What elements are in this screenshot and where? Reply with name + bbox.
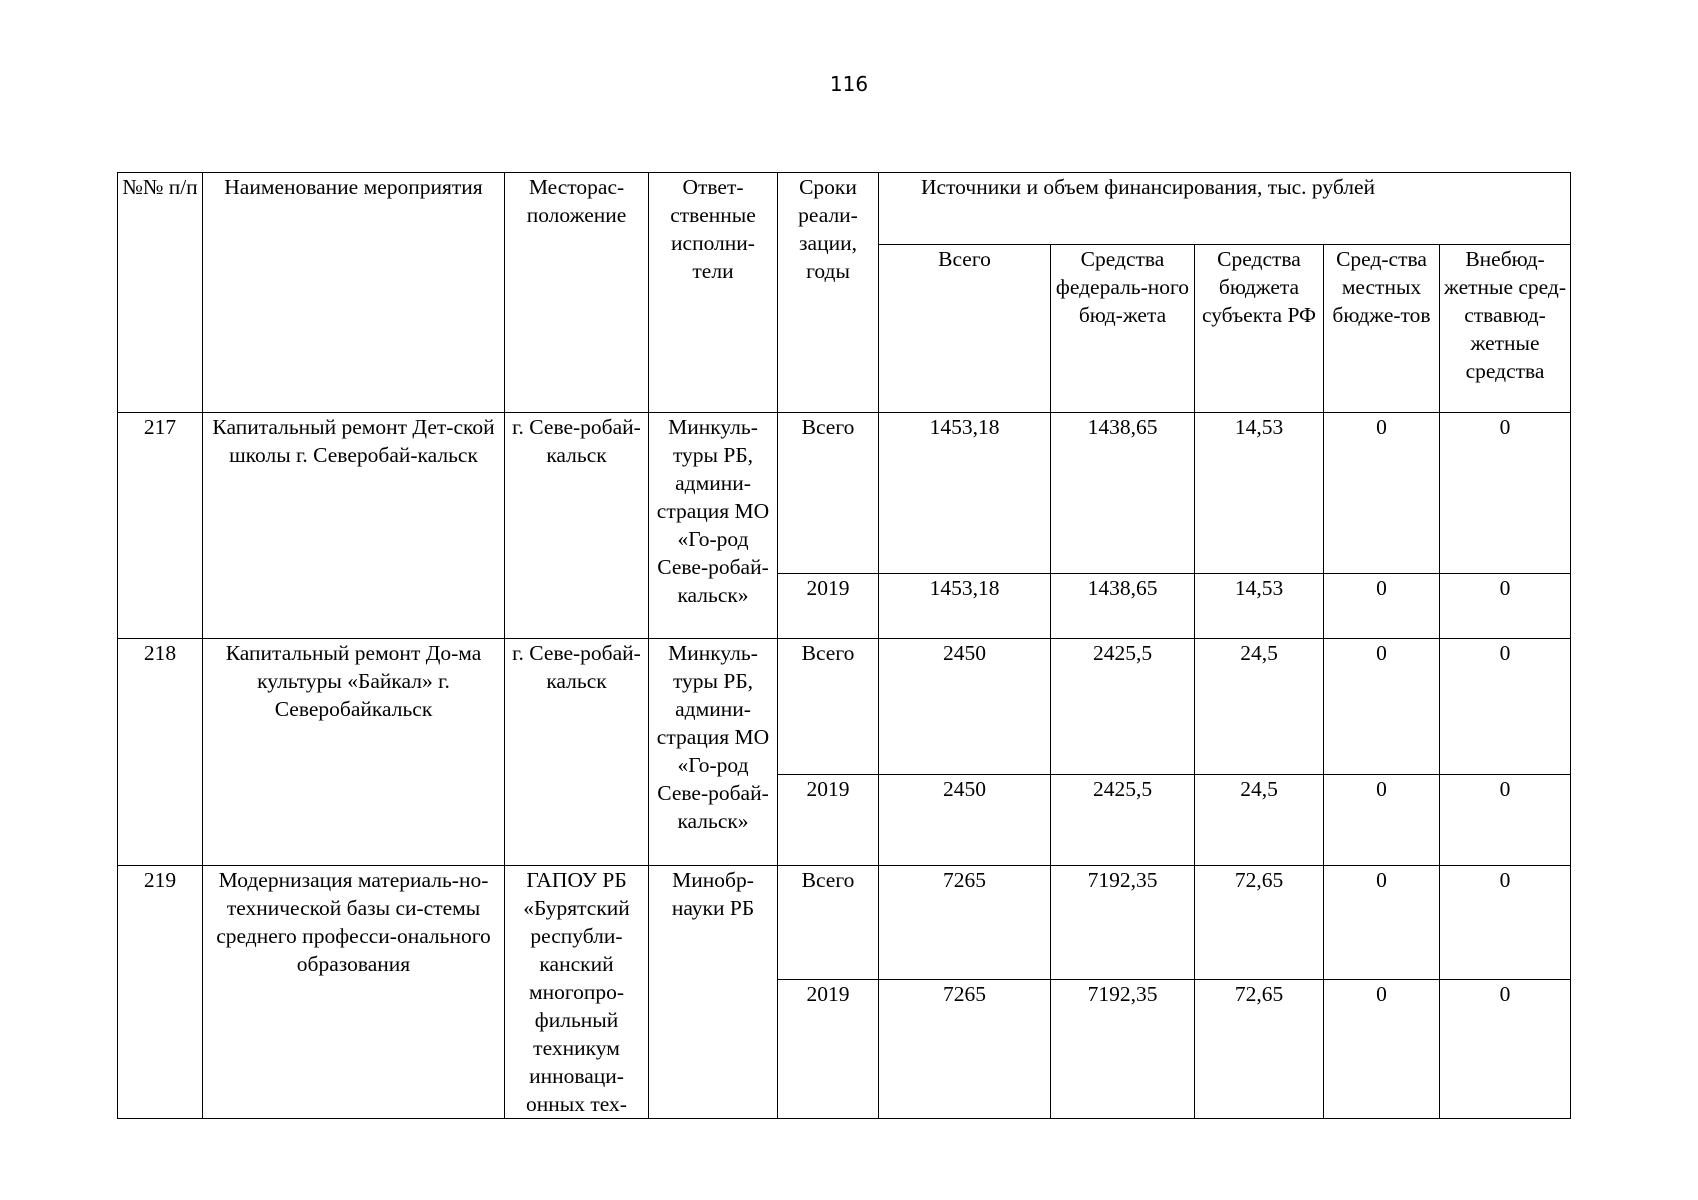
- cell-extra: 0: [1440, 775, 1571, 866]
- cell-num: 217: [118, 413, 203, 639]
- header-responsible: Ответ-ственные исполни-тели: [649, 173, 778, 413]
- header-subject: Средства бюджета субъекта РФ: [1195, 245, 1324, 413]
- cell-num: 218: [118, 639, 203, 866]
- cell-subject: 72,65: [1195, 866, 1324, 980]
- cell-subject: 14,53: [1195, 574, 1324, 639]
- table-row: [118, 413, 1571, 574]
- cell-extra: 0: [1440, 574, 1571, 639]
- cell-local: 0: [1324, 866, 1440, 980]
- cell-name: Капитальный ремонт Дет-ской школы г. Северобай-кальск: [203, 413, 505, 639]
- cell-local: 0: [1324, 413, 1440, 574]
- cell-total: 2450: [879, 639, 1051, 775]
- cell-period: Всего: [778, 639, 879, 775]
- header-extra: Внебюд-жетные сред-ствавюд-жетные средства: [1440, 245, 1571, 413]
- financing-table: [117, 172, 1571, 1119]
- cell-name: Модернизация материаль-но-технической базы си-стемы среднего професси-онального образования: [203, 866, 505, 1119]
- table-row: [118, 866, 1571, 980]
- cell-local: 0: [1324, 639, 1440, 775]
- cell-subject: 72,65: [1195, 980, 1324, 1119]
- cell-period: Всего: [778, 413, 879, 574]
- cell-total: 2450: [879, 775, 1051, 866]
- cell-federal: 2425,5: [1051, 639, 1195, 775]
- cell-period: 2019: [778, 775, 879, 866]
- table-header-row: [118, 173, 1571, 245]
- header-federal: Средства федераль-ного бюд-жета: [1051, 245, 1195, 413]
- header-period: Сроки реали-зации, годы: [778, 173, 879, 413]
- cell-subject: 14,53: [1195, 413, 1324, 574]
- cell-responsible: Минкуль-туры РБ, админи-страция МО «Го-род Севе-робай-кальск»: [649, 639, 778, 866]
- cell-responsible: Минобр-науки РБ: [649, 866, 778, 1119]
- header-sources: Источники и объем финансирования, тыс. рублей: [879, 173, 1571, 245]
- header-name: Наименование мероприятия: [203, 173, 505, 413]
- cell-location: г. Севе-робай-кальск: [505, 413, 649, 639]
- cell-total: 1453,18: [879, 574, 1051, 639]
- cell-extra: 0: [1440, 866, 1571, 980]
- cell-subject: 24,5: [1195, 639, 1324, 775]
- cell-extra: 0: [1440, 413, 1571, 574]
- cell-location: г. Севе-робай-кальск: [505, 639, 649, 866]
- cell-total: 1453,18: [879, 413, 1051, 574]
- cell-total: 7265: [879, 980, 1051, 1119]
- cell-name: Капитальный ремонт До-ма культуры «Байкал» г. Северобайкальск: [203, 639, 505, 866]
- cell-period: 2019: [778, 980, 879, 1119]
- cell-responsible: Минкуль-туры РБ, админи-страция МО «Го-род Севе-робай-кальск»: [649, 413, 778, 639]
- cell-location: ГАПОУ РБ «Бурятский республи-канский многопро-фильный техникум инноваци-онных тех-: [505, 866, 649, 1119]
- header-location: Месторас-положение: [505, 173, 649, 413]
- cell-period: Всего: [778, 866, 879, 980]
- cell-federal: 2425,5: [1051, 775, 1195, 866]
- cell-extra: 0: [1440, 980, 1571, 1119]
- cell-extra: 0: [1440, 639, 1571, 775]
- cell-local: 0: [1324, 574, 1440, 639]
- cell-federal: 1438,65: [1051, 574, 1195, 639]
- header-total: Всего: [879, 245, 1051, 413]
- cell-federal: 7192,35: [1051, 980, 1195, 1119]
- cell-local: 0: [1324, 980, 1440, 1119]
- table-row: [118, 639, 1571, 775]
- cell-total: 7265: [879, 866, 1051, 980]
- cell-num: 219: [118, 866, 203, 1119]
- cell-local: 0: [1324, 775, 1440, 866]
- cell-federal: 1438,65: [1051, 413, 1195, 574]
- cell-federal: 7192,35: [1051, 866, 1195, 980]
- header-num: №№ п/п: [118, 173, 203, 413]
- cell-period: 2019: [778, 574, 879, 639]
- header-local: Сред-ства местных бюдже-тов: [1324, 245, 1440, 413]
- cell-subject: 24,5: [1195, 775, 1324, 866]
- page-number: 116: [829, 72, 869, 96]
